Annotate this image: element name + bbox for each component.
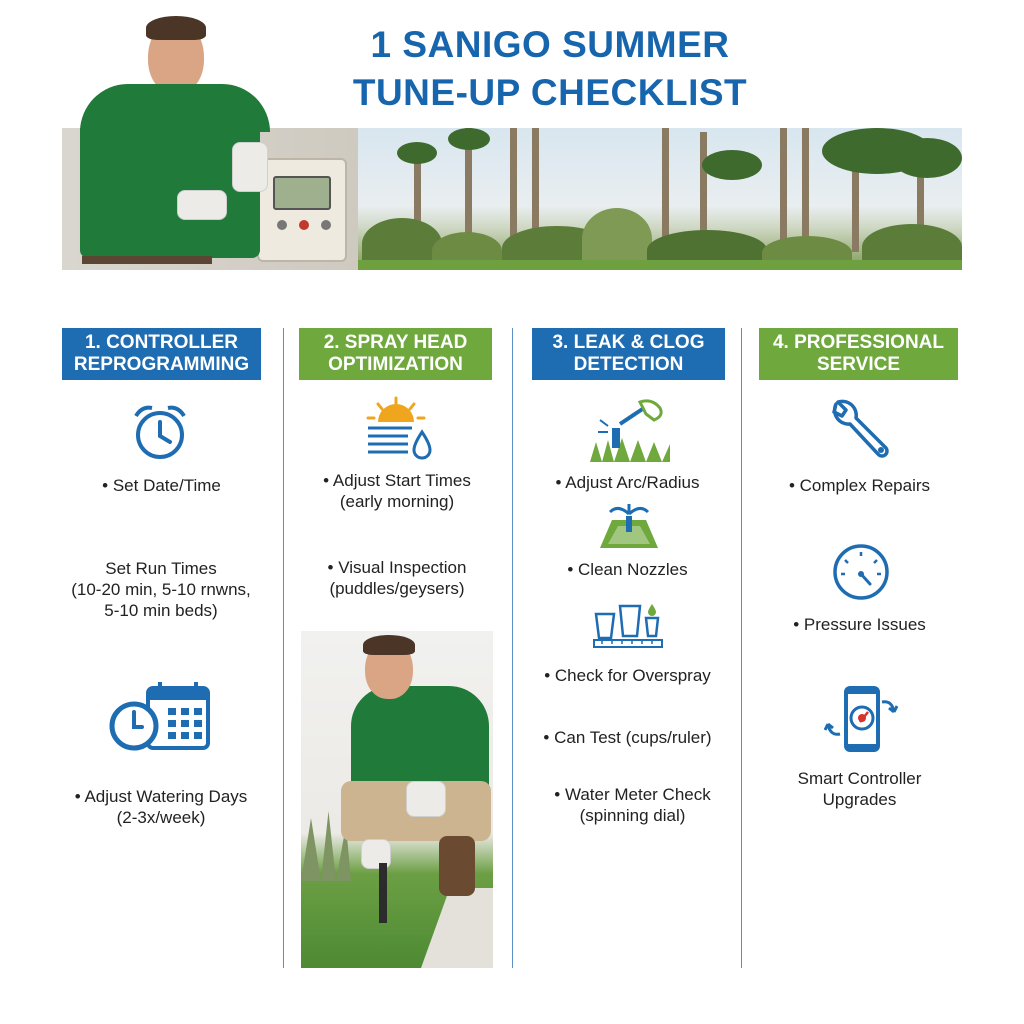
pressure-gauge-icon <box>830 544 892 600</box>
list-item: Smart Controller Upgrades <box>797 769 922 809</box>
column-header-leak-clog: 3. LEAK & CLOG DETECTION <box>532 328 725 380</box>
list-item: • Clean Nozzles <box>520 559 735 580</box>
wrench-icon <box>828 398 892 462</box>
list-item: • Complex Repairs <box>752 475 967 496</box>
list-item: • Check for Overspray <box>520 665 735 686</box>
page-title-line-2: TUNE-UP CHECKLIST <box>352 72 748 113</box>
sun-water-drop-icon <box>364 396 436 462</box>
column-header-controller: 1. CONTROLLER REPROGRAMMING <box>62 328 261 380</box>
sprinkler-spray-icon <box>598 502 660 550</box>
column-header-professional: 4. PROFESSIONAL SERVICE <box>759 328 958 380</box>
column-divider <box>512 328 513 968</box>
technician-photo <box>301 631 493 968</box>
irrigation-controller-icon <box>257 158 347 262</box>
list-item: • Pressure Issues <box>752 614 967 635</box>
column-divider <box>283 328 284 968</box>
page-title-line-1: 1 SANIGO SUMMER <box>370 24 730 65</box>
smartphone-controller-icon <box>824 684 898 754</box>
list-item: • Set Date/Time <box>62 475 261 496</box>
column-divider <box>741 328 742 968</box>
list-item: • Adjust Watering Days (2-3x/week) <box>50 786 272 828</box>
clock-calendar-icon <box>108 680 212 752</box>
cups-ruler-icon <box>592 600 664 648</box>
column-header-spray-head: 2. SPRAY HEAD OPTIMIZATION <box>299 328 492 380</box>
list-item: • Water Meter Check (spinning dial) <box>520 784 745 826</box>
alarm-clock-icon <box>128 400 192 464</box>
list-item: • Adjust Start Times (early morning) <box>292 470 502 512</box>
list-item: • Can Test (cups/ruler) <box>520 727 735 748</box>
hero-banner <box>62 128 962 270</box>
list-item: Set Run Times (10-20 min, 5-10 rnwns, 5-10 min beds) <box>71 559 251 620</box>
sprinkler-adjust-icon <box>590 398 670 462</box>
list-item: • Adjust Arc/Radius <box>520 472 735 493</box>
list-item: • Visual Inspection (puddles/geysers) <box>292 557 502 599</box>
